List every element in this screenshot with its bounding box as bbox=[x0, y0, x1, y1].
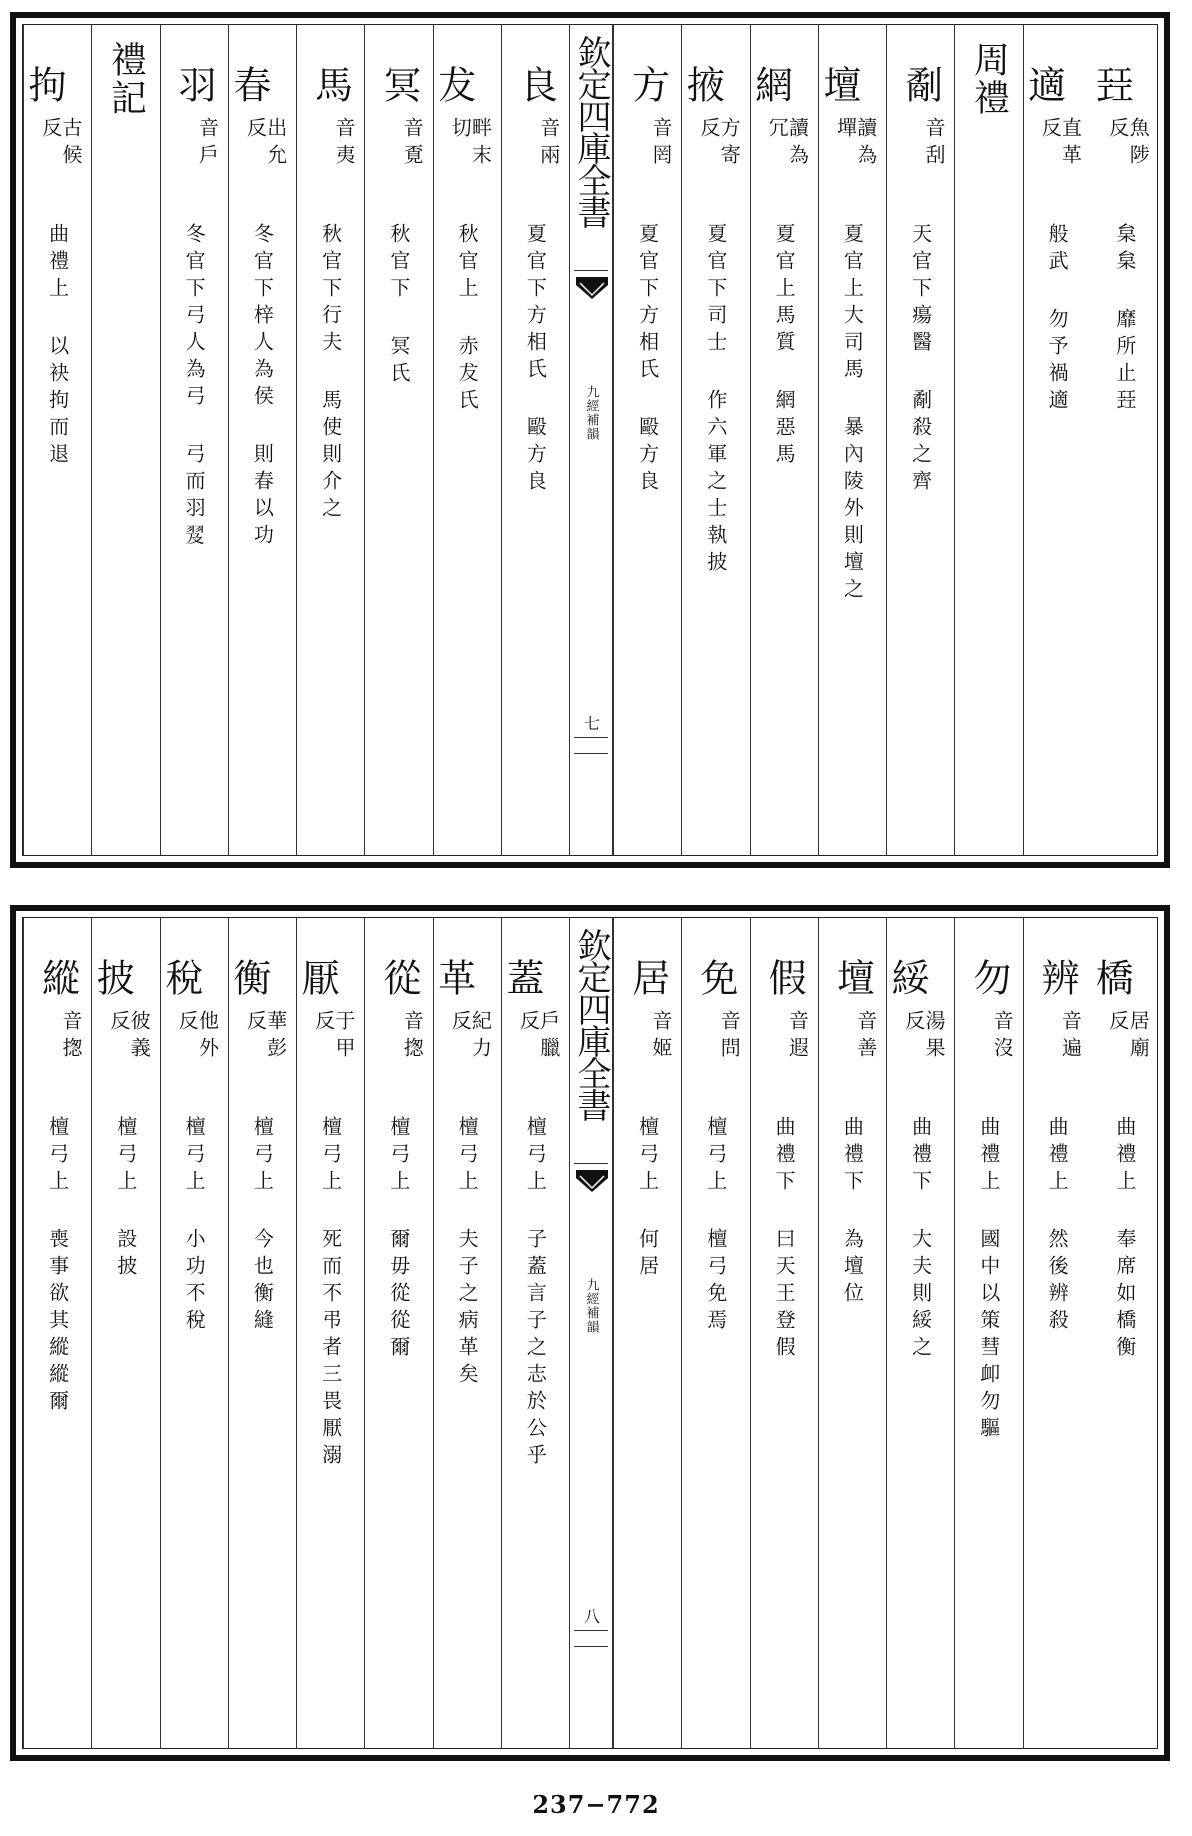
pronunciation-note: 讀為 bbox=[853, 117, 878, 171]
pronunciation-note: 紀力 bbox=[468, 1010, 493, 1064]
pronunciation-note: 居廟 bbox=[1126, 1010, 1151, 1064]
headword: 免 bbox=[693, 958, 738, 996]
headword: 拘 bbox=[22, 65, 67, 103]
citation-text: 般武 勿予禍適 bbox=[1045, 223, 1070, 416]
headword: 良 bbox=[513, 65, 558, 103]
bottom-page bbox=[10, 905, 1170, 1761]
pronunciation-note: 華彭 bbox=[263, 1010, 288, 1064]
fold-rule bbox=[574, 737, 608, 738]
pronunciation-note-suffix: 反 bbox=[243, 1010, 268, 1037]
headword: 革 bbox=[431, 958, 476, 996]
fold-page-number: 七 bbox=[581, 715, 601, 731]
pronunciation-note-suffix: 反 bbox=[175, 1010, 200, 1037]
pronunciation-note: 音罔 bbox=[648, 117, 673, 171]
citation-text: 冬官下梓人為侯 則春以功 bbox=[250, 223, 275, 551]
pronunciation-note: 音問 bbox=[717, 1010, 742, 1064]
fold-title: 欽定四庫全書 bbox=[571, 928, 611, 1120]
entry-column bbox=[886, 25, 954, 855]
headword: 掖 bbox=[680, 65, 725, 103]
top-page-frame bbox=[22, 24, 1158, 856]
headword: 辨 bbox=[1035, 958, 1080, 996]
bottom-page-frame bbox=[22, 917, 1158, 1749]
pronunciation-note-suffix: 切 bbox=[448, 117, 473, 144]
citation-text: 檀弓上 爾毋從從爾 bbox=[386, 1116, 411, 1363]
fold-rule bbox=[574, 1630, 608, 1631]
headword: 縱 bbox=[35, 958, 80, 996]
fold-rule bbox=[574, 270, 608, 271]
pronunciation-note-suffix: 反 bbox=[516, 1010, 541, 1037]
pronunciation-note: 音沒 bbox=[990, 1010, 1015, 1064]
headword: 居 bbox=[625, 958, 670, 996]
entry-column bbox=[160, 25, 228, 855]
pronunciation-note-suffix: 反 bbox=[38, 117, 63, 144]
fold-column bbox=[569, 25, 613, 855]
pronunciation-note: 音揔 bbox=[58, 1010, 83, 1064]
entry-column bbox=[886, 918, 954, 1748]
section-heading-column bbox=[954, 25, 1022, 855]
pronunciation-note: 戶臘 bbox=[536, 1010, 561, 1064]
pronunciation-note-suffix: 反 bbox=[1105, 117, 1130, 144]
fold-subtitle: 九經補韻 bbox=[583, 385, 599, 441]
citation-text: 檀弓上 喪事欲其縱縱爾 bbox=[45, 1116, 70, 1417]
citation-text: 秋官上 赤犮氏 bbox=[455, 223, 480, 416]
entry-column bbox=[23, 25, 91, 855]
pronunciation-note-suffix: 反 bbox=[243, 117, 268, 144]
pronunciation-note: 出允 bbox=[263, 117, 288, 171]
citation-text: 夏官下方相氏 毆方良 bbox=[523, 223, 548, 497]
pronunciation-note: 音戶 bbox=[195, 117, 220, 171]
entry-column bbox=[433, 25, 501, 855]
entry-column bbox=[364, 918, 432, 1748]
entry-column bbox=[954, 918, 1022, 1748]
entry-column bbox=[160, 918, 228, 1748]
entry-column bbox=[750, 918, 818, 1748]
entry-column bbox=[681, 25, 749, 855]
entry-column bbox=[681, 918, 749, 1748]
citation-text: 秋官下 冥氏 bbox=[386, 223, 411, 389]
citation-text: 夏官下方相氏 毆方良 bbox=[635, 223, 660, 497]
entry-column bbox=[1091, 25, 1159, 855]
top-page bbox=[10, 12, 1170, 868]
headword: 犮 bbox=[431, 65, 476, 103]
fold-rule bbox=[574, 1163, 608, 1164]
pronunciation-note-suffix: 反 bbox=[1038, 117, 1063, 144]
pronunciation-note-suffix: 反 bbox=[697, 117, 722, 144]
citation-text: 曲禮下 曰天王登假 bbox=[772, 1116, 797, 1363]
headword: 橋 bbox=[1089, 958, 1134, 996]
citation-text: 檀弓上 設披 bbox=[113, 1116, 138, 1282]
citation-text: 檀弓上 夫子之病革矣 bbox=[455, 1116, 480, 1390]
citation-text: 曲禮下 大夫則綏之 bbox=[908, 1116, 933, 1363]
pronunciation-note-suffix: 反 bbox=[901, 1010, 926, 1037]
section-title: 周禮 bbox=[968, 41, 1010, 117]
pronunciation-note: 音兩 bbox=[536, 117, 561, 171]
pronunciation-note-suffix: 反 bbox=[1105, 1010, 1130, 1037]
entry-column bbox=[296, 918, 364, 1748]
entry-column bbox=[1023, 25, 1091, 855]
pronunciation-note-suffix: 墠 bbox=[833, 117, 858, 144]
headword: 厭 bbox=[295, 958, 340, 996]
fishtail-mark-icon bbox=[576, 277, 608, 307]
pronunciation-note: 音遍 bbox=[1058, 1010, 1083, 1064]
fold-rule bbox=[574, 1646, 608, 1647]
entry-column bbox=[228, 918, 296, 1748]
entry-column bbox=[613, 918, 681, 1748]
headword: 馬 bbox=[308, 65, 353, 103]
entry-column bbox=[818, 918, 886, 1748]
pronunciation-note: 音姬 bbox=[648, 1010, 673, 1064]
citation-text: 曲禮上 以袂拘而退 bbox=[45, 223, 70, 470]
pronunciation-note-suffix: 反 bbox=[448, 1010, 473, 1037]
headword: 勿 bbox=[966, 958, 1011, 996]
pronunciation-note: 彼義 bbox=[127, 1010, 152, 1064]
entry-column bbox=[501, 25, 569, 855]
pronunciation-note: 音刮 bbox=[921, 117, 946, 171]
citation-text: 檀弓上 小功不稅 bbox=[182, 1116, 207, 1336]
citation-text: 夏官上大司馬 暴內陵外則壇之 bbox=[840, 223, 865, 605]
entry-column bbox=[1023, 918, 1091, 1748]
headword: 方 bbox=[625, 65, 670, 103]
citation-text: 曲禮上 國中以策彗卹勿驅 bbox=[976, 1116, 1001, 1444]
fold-title: 欽定四庫全書 bbox=[571, 35, 611, 227]
fold-column bbox=[569, 918, 613, 1748]
citation-text: 夏官下司士 作六軍之士執披 bbox=[703, 223, 728, 578]
entry-column bbox=[818, 25, 886, 855]
fold-subtitle: 九經補韻 bbox=[583, 1278, 599, 1334]
section-title: 禮記 bbox=[105, 41, 147, 117]
entry-column bbox=[364, 25, 432, 855]
headword: 冥 bbox=[376, 65, 421, 103]
entry-column bbox=[228, 25, 296, 855]
pronunciation-note: 魚陟 bbox=[1126, 117, 1151, 171]
headword: 從 bbox=[376, 958, 421, 996]
entry-column bbox=[91, 918, 159, 1748]
pronunciation-note-suffix: 反 bbox=[311, 1010, 336, 1037]
entry-column bbox=[433, 918, 501, 1748]
citation-text: 曲禮下 為壇位 bbox=[840, 1116, 865, 1309]
entry-column bbox=[501, 918, 569, 1748]
pronunciation-note: 音遐 bbox=[785, 1010, 810, 1064]
headword: 適 bbox=[1021, 65, 1066, 103]
entry-column bbox=[23, 918, 91, 1748]
entry-column bbox=[613, 25, 681, 855]
citation-text: 天官下瘍醫 劀殺之齊 bbox=[908, 223, 933, 497]
citation-text: 曲禮上 奉席如橋衡 bbox=[1112, 1116, 1137, 1363]
pronunciation-note: 于甲 bbox=[331, 1010, 356, 1064]
headword: 㠭 bbox=[1089, 65, 1134, 103]
pronunciation-note-suffix: 冗 bbox=[765, 117, 790, 144]
citation-text: 檀弓上 子蓋言子之志於公乎 bbox=[523, 1116, 548, 1471]
headword: 稅 bbox=[158, 958, 203, 996]
pronunciation-note: 直革 bbox=[1058, 117, 1083, 171]
headword: 春 bbox=[226, 65, 271, 103]
pronunciation-note: 音善 bbox=[853, 1010, 878, 1064]
fishtail-mark-icon bbox=[576, 1170, 608, 1200]
citation-text: 檀弓上 檀弓免焉 bbox=[703, 1116, 728, 1336]
headword: 蓋 bbox=[499, 958, 544, 996]
pronunciation-note-suffix: 反 bbox=[107, 1010, 132, 1037]
entry-column bbox=[1091, 918, 1159, 1748]
headword: 披 bbox=[90, 958, 135, 996]
citation-text: 檀弓上 死而不弔者三畏厭溺 bbox=[318, 1116, 343, 1471]
section-heading-column bbox=[91, 25, 159, 855]
pronunciation-note: 湯果 bbox=[921, 1010, 946, 1064]
page-reference: 237−772 bbox=[532, 1790, 660, 1819]
headword: 壇 bbox=[816, 65, 861, 103]
citation-text: 夏官上馬質 網惡馬 bbox=[772, 223, 797, 470]
citation-text: 冬官下弓人為弓 弓而羽𦐅 bbox=[182, 223, 207, 551]
pronunciation-note: 音揔 bbox=[400, 1010, 425, 1064]
headword: 衡 bbox=[226, 958, 271, 996]
headword: 網 bbox=[748, 65, 793, 103]
citation-text: 檀弓上 何居 bbox=[635, 1116, 660, 1282]
entry-column bbox=[296, 25, 364, 855]
pronunciation-note: 音覔 bbox=[400, 117, 425, 171]
pronunciation-note: 方寄 bbox=[717, 117, 742, 171]
headword: 劀 bbox=[898, 65, 943, 103]
pronunciation-note: 畔末 bbox=[468, 117, 493, 171]
pronunciation-note: 他外 bbox=[195, 1010, 220, 1064]
citation-text: 檀弓上 今也衡縫 bbox=[250, 1116, 275, 1336]
entry-column bbox=[750, 25, 818, 855]
pronunciation-note: 音夷 bbox=[331, 117, 356, 171]
citation-text: 曲禮上 然後辨殺 bbox=[1045, 1116, 1070, 1336]
citation-text: 秋官下行夫 馬使則介之 bbox=[318, 223, 343, 524]
pronunciation-note: 讀為 bbox=[785, 117, 810, 171]
pronunciation-note: 古候 bbox=[58, 117, 83, 171]
fold-page-number: 八 bbox=[581, 1608, 601, 1624]
headword: 羽 bbox=[172, 65, 217, 103]
headword: 綏 bbox=[885, 958, 930, 996]
citation-text: 枲枲 靡所止㠭 bbox=[1112, 223, 1137, 416]
headword: 假 bbox=[762, 958, 807, 996]
fold-rule bbox=[574, 753, 608, 754]
headword: 壇 bbox=[830, 958, 875, 996]
